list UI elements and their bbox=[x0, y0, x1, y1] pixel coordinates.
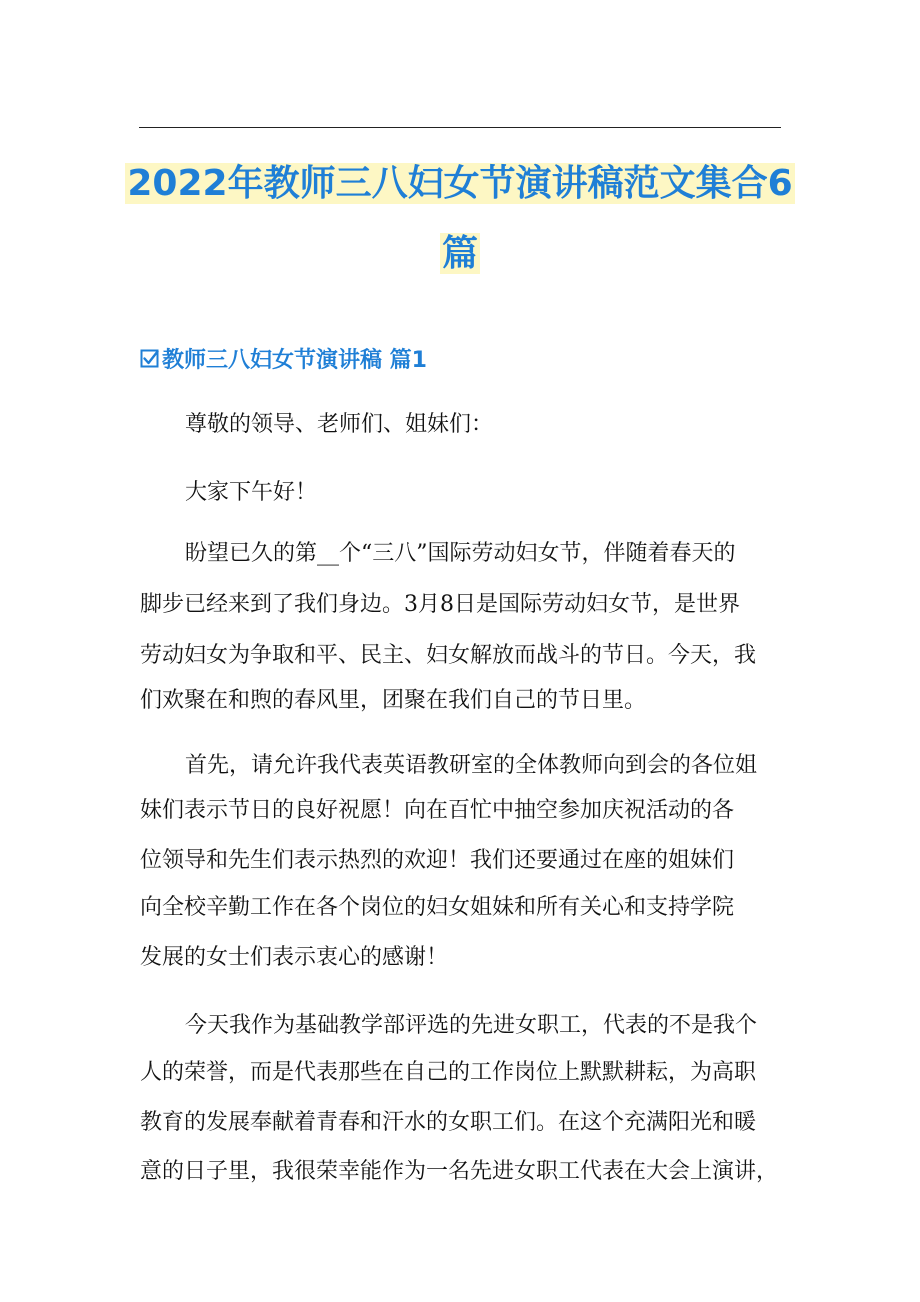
page-title-text-1: 2022年教师三八妇女节演讲稿范文集合6 bbox=[127, 163, 793, 204]
top-divider bbox=[139, 127, 781, 128]
page-title-text-2: 篇 bbox=[441, 233, 478, 274]
body-line: 妹们表示节日的良好祝愿！向在百忙中抽空参加庆祝活动的各 bbox=[140, 798, 735, 823]
body-line: 今天我作为基础教学部评选的先进女职工，代表的不是我个 bbox=[185, 1013, 758, 1038]
body-line-salutation: 尊敬的领导、老师们、姐妹们： bbox=[185, 412, 494, 437]
body-line: 位领导和先生们表示热烈的欢迎！我们还要通过在座的姐妹们 bbox=[140, 848, 735, 873]
body-line: 向全校辛勤工作在各个岗位的妇女姐妹和所有关心和支持学院 bbox=[140, 895, 735, 920]
body-line: 发展的女士们表示衷心的感谢！ bbox=[140, 945, 449, 970]
section-heading bbox=[140, 346, 427, 376]
body-line: 劳动妇女为争取和平、民主、妇女解放而战斗的节日。今天，我 bbox=[140, 643, 757, 668]
body-line: 意的日子里，我很荣幸能作为一名先进女职工代表在大会上演讲， bbox=[140, 1159, 779, 1184]
section-heading-text: 教师三八妇女节演讲稿 篇1 bbox=[162, 348, 427, 373]
body-line: 们欢聚在和煦的春风里，团聚在我们自己的节日里。 bbox=[140, 688, 647, 713]
body-line: 人的荣誉，而是代表那些在自己的工作岗位上默默耕耘，为高职 bbox=[140, 1060, 757, 1085]
body-line: 教育的发展奉献着青春和汗水的女职工们。在这个充满阳光和暖 bbox=[140, 1110, 757, 1135]
page-title-line-2 bbox=[0, 232, 920, 276]
body-line: 盼望已久的第__个“三八”国际劳动妇女节，伴随着春天的 bbox=[185, 541, 736, 566]
body-line-greeting: 大家下午好！ bbox=[185, 480, 318, 505]
page-title-line-1 bbox=[0, 162, 920, 206]
body-line: 脚步已经来到了我们身边。3月8日是国际劳动妇女节，是世界 bbox=[140, 592, 740, 617]
checkbox-checked-icon bbox=[140, 349, 160, 369]
body-line: 首先，请允许我代表英语教研室的全体教师向到会的各位姐 bbox=[185, 753, 758, 778]
